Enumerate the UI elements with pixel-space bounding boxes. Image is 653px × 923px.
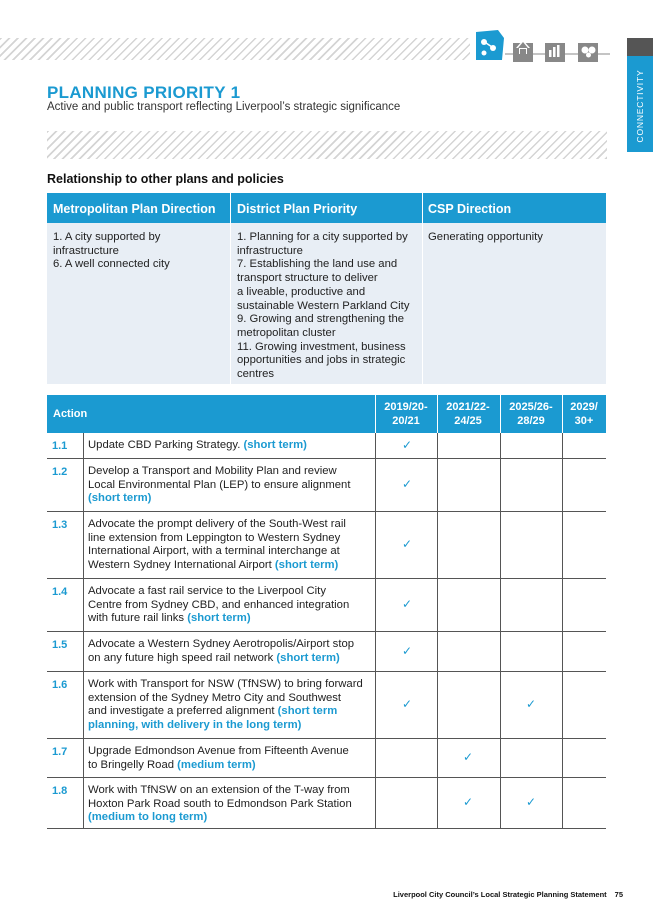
description-line xyxy=(88,652,368,666)
header-period-3: 2025/26- 28/29 xyxy=(509,401,553,427)
action-number: 1.4 xyxy=(52,586,68,598)
cell-line: Generating opportunity xyxy=(428,231,543,243)
description-line xyxy=(88,638,368,652)
description-text: to Bringelly Road xyxy=(88,758,178,771)
cell-line: transport structure to deliver xyxy=(237,272,378,285)
action-number: 1.6 xyxy=(52,679,68,691)
period-column-divider xyxy=(500,512,501,578)
planning-priority-subtitle: Active and public transport reflecting Liverpool’s strategic significance xyxy=(47,101,401,113)
period-column-divider xyxy=(562,579,563,631)
description-line xyxy=(88,532,368,546)
period-column-divider xyxy=(437,512,438,578)
header-period-2: 2021/22- 24/25 xyxy=(446,401,490,427)
header-period-4: 2029/ 30+ xyxy=(570,401,598,427)
description-text: on any future high speed rail network xyxy=(88,651,277,664)
action-description xyxy=(88,465,368,506)
term-tag: (short term) xyxy=(274,558,339,571)
term-tag: (short term) xyxy=(243,439,307,451)
description-text: Advocate a Western Sydney Aerotropolis/Airport stop xyxy=(88,638,355,650)
description-line xyxy=(88,612,368,626)
action-description xyxy=(88,439,368,453)
period-column-divider xyxy=(375,512,376,578)
description-text: Update CBD Parking Strategy. xyxy=(88,439,244,451)
cell-line: 1. A city supported by xyxy=(53,231,161,243)
period-column-divider xyxy=(500,579,501,631)
action-number: 1.1 xyxy=(52,440,68,452)
action-row xyxy=(47,459,606,512)
row-divider xyxy=(83,739,84,777)
action-row xyxy=(47,739,606,778)
period-column-divider xyxy=(375,579,376,631)
description-line xyxy=(88,545,368,559)
description-text: Advocate the prompt delivery of the South-West rail xyxy=(88,518,346,530)
row-divider xyxy=(83,672,84,738)
action-description xyxy=(88,518,368,572)
liveability-icon xyxy=(513,40,533,62)
period-column-divider xyxy=(375,459,376,511)
relationship-section-title: Relationship to other plans and policies xyxy=(47,172,284,186)
action-row xyxy=(47,579,606,632)
header-period-1: 2019/20- 20/21 xyxy=(384,401,428,427)
action-description xyxy=(88,678,368,732)
relationship-table xyxy=(47,193,606,384)
csp-direction-cell xyxy=(428,231,603,245)
planning-priority-title: PLANNING PRIORITY 1 xyxy=(47,83,241,102)
metropolitan-plan-cell xyxy=(53,231,225,272)
description-line xyxy=(88,678,368,692)
description-line xyxy=(88,705,368,719)
period-column-divider xyxy=(437,739,438,777)
action-number: 1.8 xyxy=(52,785,68,797)
row-divider xyxy=(83,512,84,578)
row-divider xyxy=(83,579,84,631)
cell-line: 1. Planning for a city supported by xyxy=(237,231,408,243)
description-text: Western Sydney International Airport xyxy=(88,558,275,571)
page-footer xyxy=(393,890,623,899)
action-description xyxy=(88,745,368,772)
action-row xyxy=(47,778,606,829)
period-column-divider xyxy=(437,433,438,458)
theme-icon-strip xyxy=(472,26,612,62)
description-text: Work with Transport for NSW (TfNSW) to bring forward xyxy=(88,678,363,690)
actions-table-header xyxy=(47,395,606,433)
description-text: Local Environmental Plan (LEP) to ensure alignment xyxy=(88,478,351,491)
cell-line: a liveable, productive and xyxy=(237,285,366,298)
term-tag: (short term xyxy=(277,705,338,718)
description-text: line extension from Leppington to Western Sydney xyxy=(88,531,341,544)
term-tag: (medium term) xyxy=(177,758,256,771)
timeframe-check-icon: ✓ xyxy=(401,437,413,452)
footer-document-title: Liverpool City Council’s Local Strategic Planning Statement xyxy=(393,890,607,899)
period-column-divider xyxy=(562,632,563,671)
cell-line: 7. Establishing the land use and xyxy=(237,258,398,271)
action-row xyxy=(47,512,606,579)
period-column-divider xyxy=(437,632,438,671)
description-line xyxy=(88,439,368,453)
column-divider xyxy=(422,193,423,384)
description-line xyxy=(88,599,368,613)
term-tag: planning, with delivery in the long term) xyxy=(88,718,302,731)
period-column-divider xyxy=(500,459,501,511)
column-divider xyxy=(230,193,231,384)
timeframe-check-icon: ✓ xyxy=(401,697,413,711)
description-line xyxy=(88,784,368,798)
action-description xyxy=(88,638,368,665)
period-column-divider xyxy=(437,459,438,511)
action-row xyxy=(47,632,606,672)
period-column-divider xyxy=(500,672,501,738)
description-line xyxy=(88,465,368,479)
header-district-plan: District Plan Priority xyxy=(237,202,358,216)
description-text: with future rail links xyxy=(88,612,188,625)
cell-line: infrastructure xyxy=(53,244,119,257)
actions-table-body xyxy=(47,433,606,829)
cell-line: 9. Growing and strengthening the xyxy=(237,313,405,326)
relationship-table-header xyxy=(47,193,606,223)
period-column-divider xyxy=(562,512,563,578)
period-column-divider xyxy=(375,632,376,671)
description-text: Centre from Sydney CBD, and enhanced integration xyxy=(88,598,350,611)
period-column-divider xyxy=(562,739,563,777)
hatch-band-top xyxy=(0,38,470,60)
period-column-divider xyxy=(375,672,376,738)
period-column-divider xyxy=(500,632,501,671)
row-divider xyxy=(83,433,84,458)
description-text: Develop a Transport and Mobility Plan and review xyxy=(88,465,337,477)
period-column-divider xyxy=(562,778,563,828)
description-line xyxy=(88,585,368,599)
description-text: Hoxton Park Road south to Edmondson Park Station xyxy=(88,797,352,810)
description-line xyxy=(88,479,368,493)
action-number: 1.5 xyxy=(52,639,68,651)
action-number: 1.7 xyxy=(52,746,68,758)
period-column-divider xyxy=(375,433,376,458)
term-tag: (short term) xyxy=(276,651,340,664)
sustainability-icon xyxy=(578,43,598,62)
side-tab-label: CONNECTIVITY xyxy=(635,69,645,143)
page-number: 75 xyxy=(614,890,623,899)
cell-line: 6. A well connected city xyxy=(53,258,170,271)
period-column-divider xyxy=(375,739,376,777)
period-column-divider xyxy=(437,778,438,828)
header-metropolitan-plan: Metropolitan Plan Direction xyxy=(53,202,216,216)
timeframe-check-icon: ✓ xyxy=(462,750,474,764)
action-number: 1.3 xyxy=(52,519,68,531)
row-divider xyxy=(83,632,84,671)
period-column-divider xyxy=(500,739,501,777)
cell-line: infrastructure xyxy=(237,244,303,257)
description-line xyxy=(88,759,368,773)
description-text: Advocate a fast rail service to the Liverpool City xyxy=(88,585,326,597)
period-column-divider xyxy=(437,579,438,631)
period-column-divider xyxy=(500,778,501,828)
description-text: Work with TfNSW on an extension of the T-way from xyxy=(88,784,350,796)
district-plan-cell xyxy=(237,231,419,382)
description-text: Upgrade Edmondson Avenue from Fifteenth Avenue xyxy=(88,745,349,757)
period-column-divider xyxy=(375,778,376,828)
actions-table xyxy=(47,395,606,829)
header-action: Action xyxy=(53,408,88,420)
side-tab-dark-cap xyxy=(627,38,653,56)
timeframe-check-icon: ✓ xyxy=(401,477,413,491)
action-row xyxy=(47,433,606,459)
period-column-divider xyxy=(562,672,563,738)
cell-line: opportunities and jobs in strategic xyxy=(237,354,406,367)
row-divider xyxy=(83,778,84,828)
timeframe-check-icon: ✓ xyxy=(401,597,413,611)
action-row xyxy=(47,672,606,739)
description-line xyxy=(88,692,368,706)
timeframe-check-icon: ✓ xyxy=(401,643,413,658)
description-line xyxy=(88,745,368,759)
cell-line: 11. Growing investment, business xyxy=(237,340,406,353)
cell-line: metropolitan cluster xyxy=(237,326,336,339)
term-tag: (medium to long term) xyxy=(88,811,208,824)
description-text: International Airport, with a terminal interchange at xyxy=(88,545,340,558)
period-column-divider xyxy=(562,459,563,511)
term-tag: (short term) xyxy=(88,492,152,505)
timeframe-check-icon: ✓ xyxy=(525,795,537,809)
action-description xyxy=(88,585,368,626)
header-csp-direction: CSP Direction xyxy=(428,202,512,216)
row-divider xyxy=(83,459,84,511)
description-line xyxy=(88,559,368,573)
description-line xyxy=(88,518,368,532)
period-column-divider xyxy=(562,433,563,458)
timeframe-check-icon: ✓ xyxy=(525,697,537,711)
productivity-icon xyxy=(545,43,565,62)
hatch-band-divider xyxy=(47,131,607,159)
description-line xyxy=(88,798,368,812)
timeframe-check-icon: ✓ xyxy=(462,795,474,809)
period-column-divider xyxy=(437,672,438,738)
description-text: and investigate a preferred alignment xyxy=(88,705,278,718)
cell-line: centres xyxy=(237,368,275,381)
timeframe-check-icon: ✓ xyxy=(401,537,413,551)
description-text: extension of the Sydney Metro City and Southwest xyxy=(88,691,342,704)
action-description xyxy=(88,784,368,825)
cell-line: sustainable Western Parkland City xyxy=(237,299,410,312)
period-column-divider xyxy=(500,433,501,458)
action-number: 1.2 xyxy=(52,466,68,478)
term-tag: (short term) xyxy=(187,612,251,625)
